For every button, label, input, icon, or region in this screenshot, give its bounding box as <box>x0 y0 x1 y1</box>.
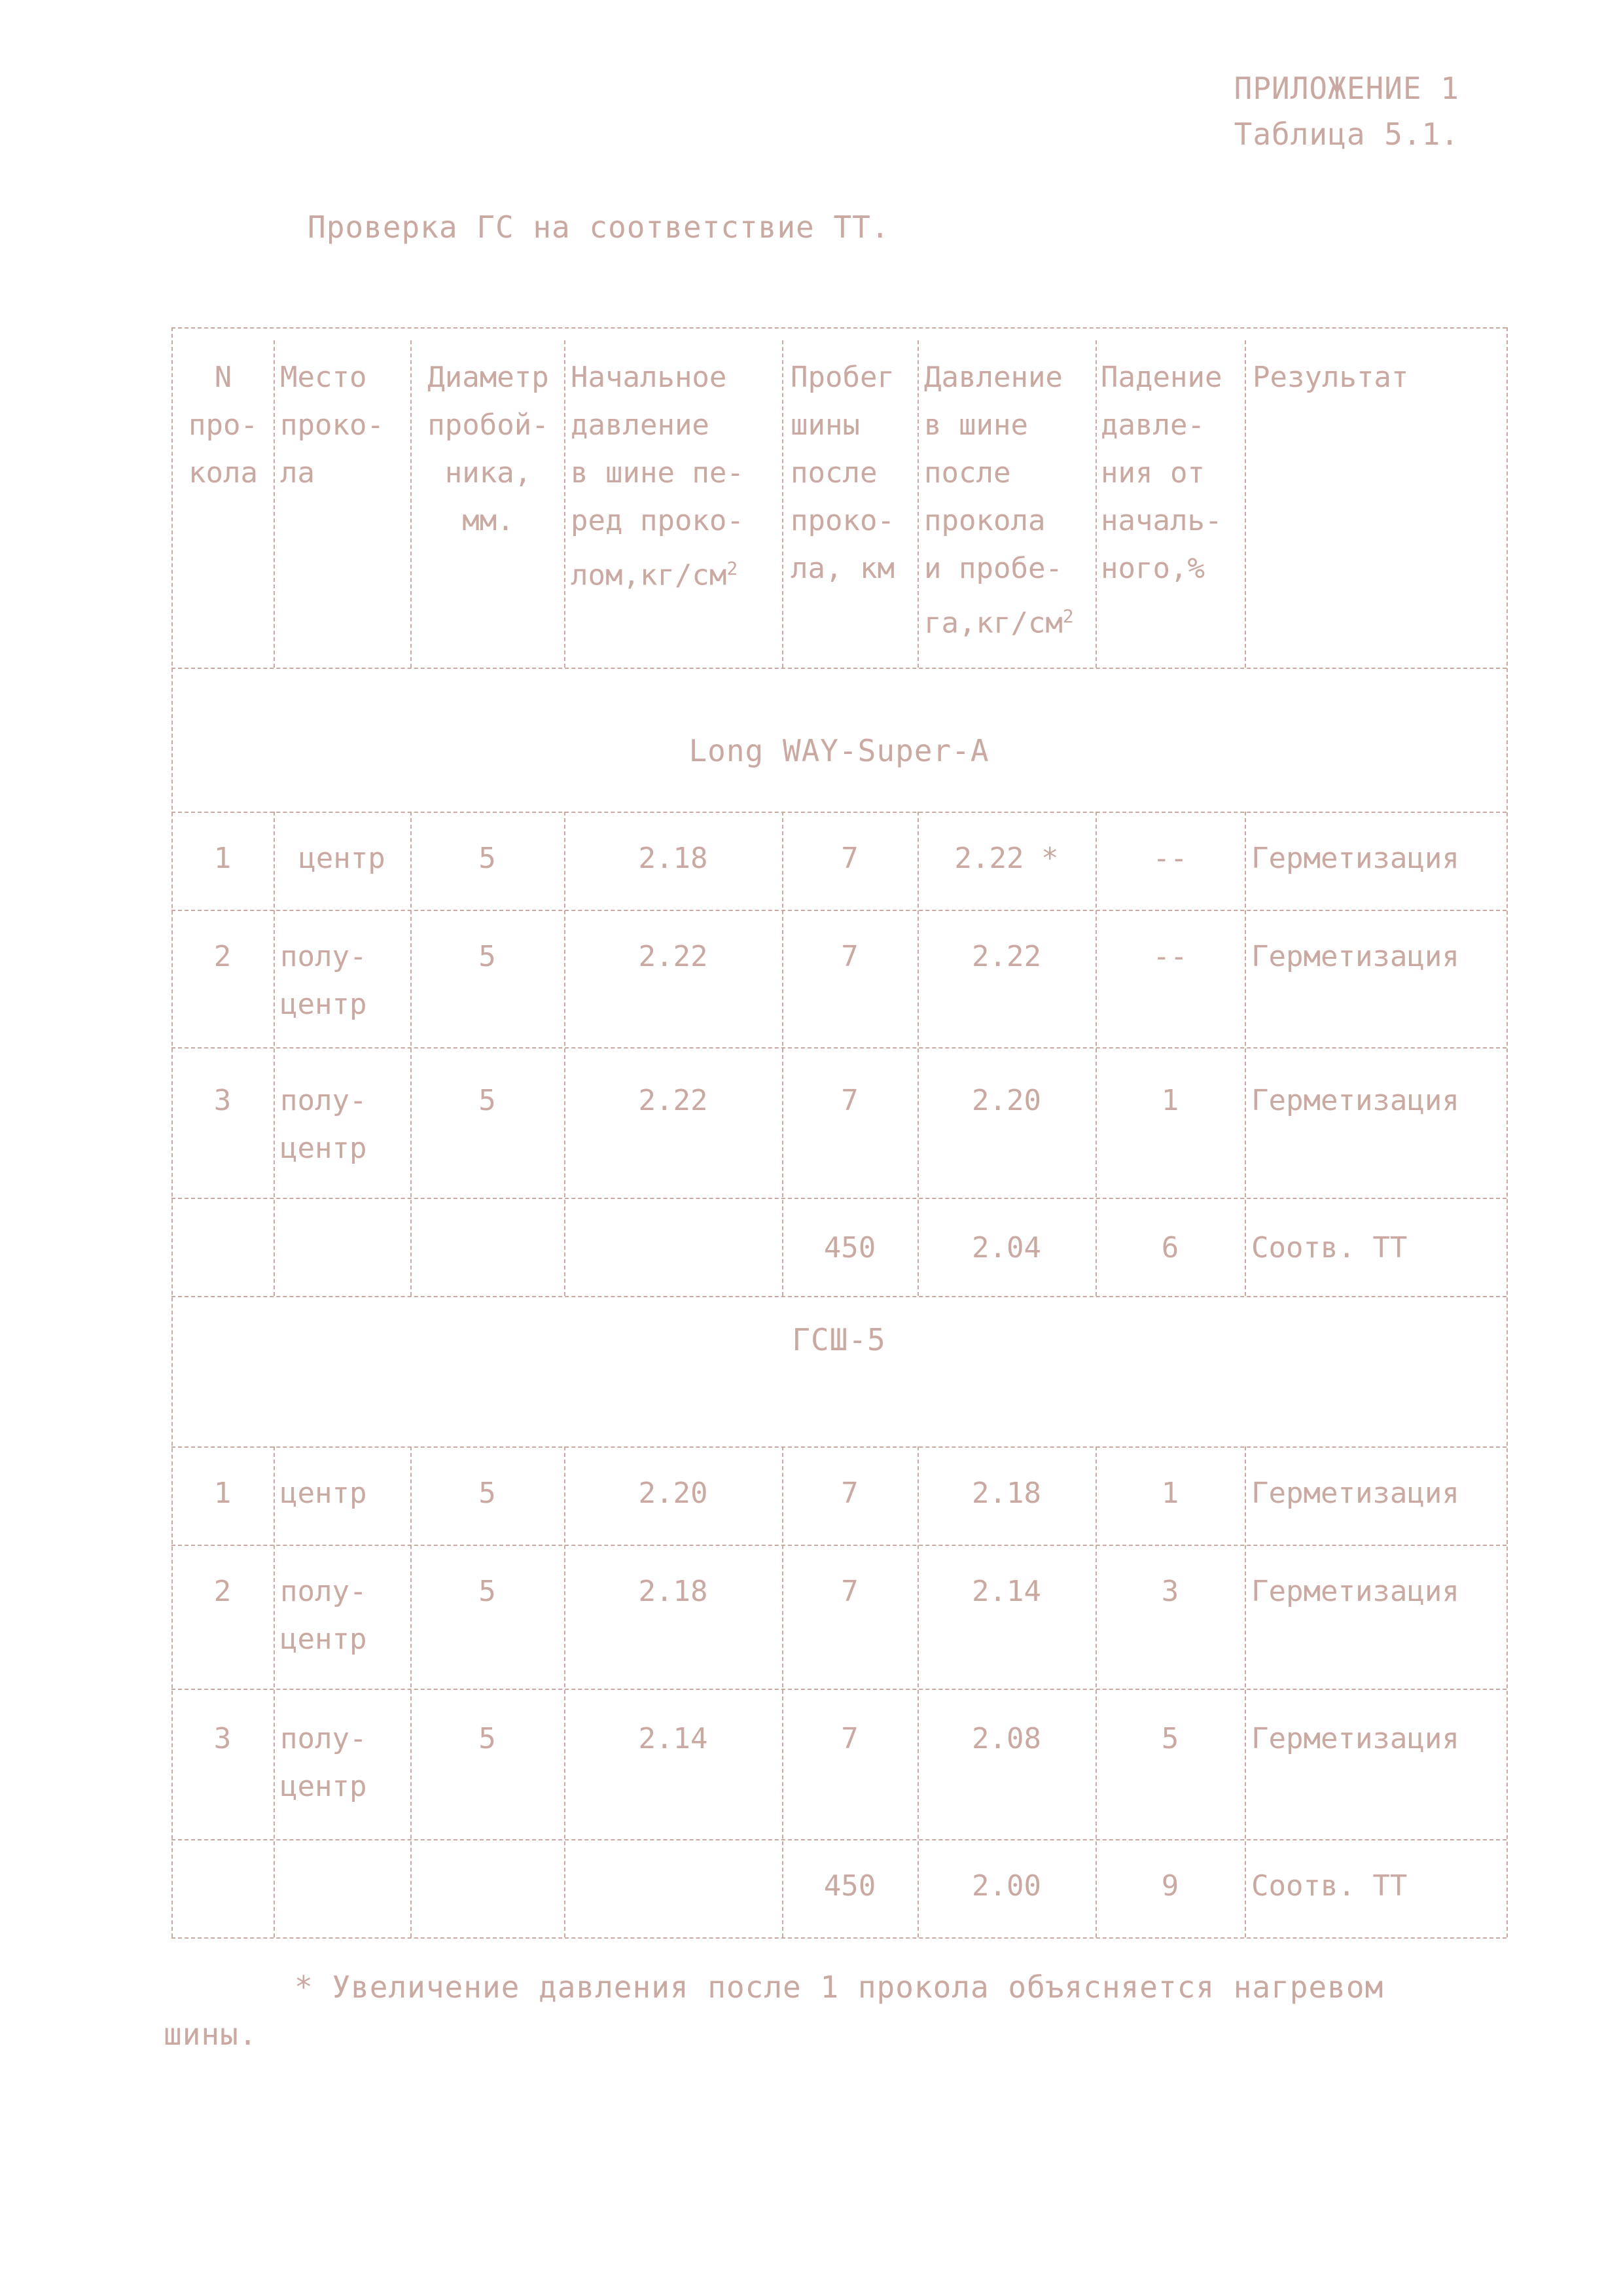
col-divider <box>564 812 565 1296</box>
cell-initial-pressure: 2.18 <box>638 1575 708 1608</box>
cell-pressure-after: 2.14 <box>972 1575 1041 1608</box>
cell-diameter: 5 <box>478 842 496 875</box>
cell-diameter: 5 <box>478 1084 496 1117</box>
cell-initial-pressure: 2.14 <box>638 1722 708 1755</box>
row-divider <box>171 1545 1507 1546</box>
col-divider <box>564 340 565 668</box>
appendix-header <box>1234 65 1459 157</box>
header-number: N про- кола <box>188 361 258 490</box>
header-divider <box>171 668 1507 669</box>
table-border-top <box>171 327 1507 329</box>
cell-drop: 5 <box>1161 1722 1179 1755</box>
cell-result: Герметизация <box>1251 1575 1459 1608</box>
cell-pressure-after: 2.18 <box>972 1477 1041 1510</box>
col-divider <box>274 1446 275 1937</box>
col-divider <box>782 812 783 1296</box>
cell-number: 1 <box>213 1477 232 1510</box>
cell-place: центр <box>298 842 385 875</box>
header-initial-pressure <box>571 353 780 600</box>
cell-pressure-after: 2.22 <box>972 940 1041 973</box>
cell-place: полу- центр <box>280 1575 367 1656</box>
col-divider <box>410 340 412 668</box>
total-drop: 6 <box>1161 1231 1179 1265</box>
header-diameter: Диаметр пробой- ника, мм. <box>427 361 549 537</box>
header-result: Результат <box>1253 361 1409 394</box>
cell-drop: 3 <box>1161 1575 1179 1608</box>
row-divider <box>171 1296 1507 1297</box>
total-run: 450 <box>823 1231 876 1265</box>
total-drop: 9 <box>1161 1869 1179 1903</box>
col-divider <box>918 812 919 1296</box>
col-divider <box>274 340 275 668</box>
row-divider <box>171 1689 1507 1690</box>
cell-result: Герметизация <box>1251 1477 1459 1510</box>
cell-initial-pressure: 2.18 <box>638 842 708 875</box>
cell-run: 7 <box>841 1722 859 1755</box>
cell-drop: 1 <box>1161 1084 1179 1117</box>
table-border-right <box>1507 327 1508 1937</box>
section-title: ГСШ-5 <box>792 1322 886 1357</box>
header-initial-pressure-sup: 2 <box>726 558 738 579</box>
footnote-line: * Увеличение давления после 1 прокола объясняется нагревом <box>294 1969 1384 2005</box>
col-divider <box>410 1446 412 1937</box>
cell-run: 7 <box>841 842 859 875</box>
cell-initial-pressure: 2.20 <box>638 1477 708 1510</box>
header-place: Место проко- ла <box>280 361 384 490</box>
cell-drop: -- <box>1152 842 1188 875</box>
cell-diameter: 5 <box>478 1722 496 1755</box>
footnote-line: шины. <box>164 2017 258 2052</box>
col-divider <box>1096 340 1097 668</box>
cell-run: 7 <box>841 940 859 973</box>
row-divider <box>171 1839 1507 1840</box>
results-table <box>171 327 1507 1937</box>
footnote <box>164 1964 1446 2058</box>
total-pressure: 2.00 <box>972 1869 1041 1903</box>
cell-number: 2 <box>213 940 232 973</box>
cell-run: 7 <box>841 1575 859 1608</box>
cell-result: Герметизация <box>1251 940 1459 973</box>
row-divider <box>171 1047 1507 1049</box>
cell-diameter: 5 <box>478 1575 496 1608</box>
total-run: 450 <box>823 1869 876 1903</box>
row-divider <box>171 1446 1507 1448</box>
cell-initial-pressure: 2.22 <box>638 940 708 973</box>
header-pressure-after-text: Давление в шине после прокола и пробе- га,кг/см <box>924 361 1063 640</box>
cell-number: 1 <box>213 842 232 875</box>
cell-pressure-after: 2.22 * <box>954 842 1059 875</box>
cell-place: полу- центр <box>280 1722 367 1803</box>
header-pressure-after <box>924 353 1094 647</box>
total-result: Соотв. ТТ <box>1251 1869 1408 1903</box>
cell-number: 3 <box>213 1084 232 1117</box>
cell-pressure-after: 2.20 <box>972 1084 1041 1117</box>
page-title: Проверка ГС на соответствие ТТ. <box>308 209 890 245</box>
appendix-label: ПРИЛОЖЕНИЕ 1 <box>1234 71 1459 106</box>
row-divider <box>171 1198 1507 1199</box>
section-title: Long WAY-Super-A <box>688 733 990 768</box>
table-border-bottom <box>171 1937 1507 1939</box>
row-divider <box>171 910 1507 911</box>
total-result: Соотв. ТТ <box>1251 1231 1408 1265</box>
cell-diameter: 5 <box>478 1477 496 1510</box>
cell-diameter: 5 <box>478 940 496 973</box>
cell-run: 7 <box>841 1084 859 1117</box>
header-initial-pressure-text: Начальное давление в шине пе- ред проко- лом,кг/см <box>571 361 744 592</box>
cell-drop: -- <box>1152 940 1188 973</box>
cell-place: полу- центр <box>280 1084 367 1165</box>
col-divider <box>1245 1446 1246 1937</box>
cell-place: полу- центр <box>280 940 367 1021</box>
total-pressure: 2.04 <box>972 1231 1041 1265</box>
col-divider <box>782 340 783 668</box>
col-divider <box>1096 812 1097 1296</box>
col-divider <box>918 340 919 668</box>
header-run: Пробег шины после проко- ла, км <box>791 361 895 585</box>
col-divider <box>410 812 412 1296</box>
cell-number: 2 <box>213 1575 232 1608</box>
cell-place: центр <box>280 1477 367 1510</box>
table-border-left <box>171 327 173 1937</box>
col-divider <box>564 1446 565 1937</box>
header-drop: Падение давле- ния от началь- ного,% <box>1101 361 1222 585</box>
cell-result: Герметизация <box>1251 842 1459 875</box>
header-pressure-after-sup: 2 <box>1062 605 1074 627</box>
cell-initial-pressure: 2.22 <box>638 1084 708 1117</box>
col-divider <box>274 812 275 1296</box>
cell-pressure-after: 2.08 <box>972 1722 1041 1755</box>
cell-number: 3 <box>213 1722 232 1755</box>
cell-run: 7 <box>841 1477 859 1510</box>
cell-result: Герметизация <box>1251 1722 1459 1755</box>
cell-drop: 1 <box>1161 1477 1179 1510</box>
col-divider <box>1245 340 1246 668</box>
table-number: Таблица 5.1. <box>1234 117 1459 152</box>
col-divider <box>1245 812 1246 1296</box>
row-divider <box>171 812 1507 813</box>
cell-result: Герметизация <box>1251 1084 1459 1117</box>
